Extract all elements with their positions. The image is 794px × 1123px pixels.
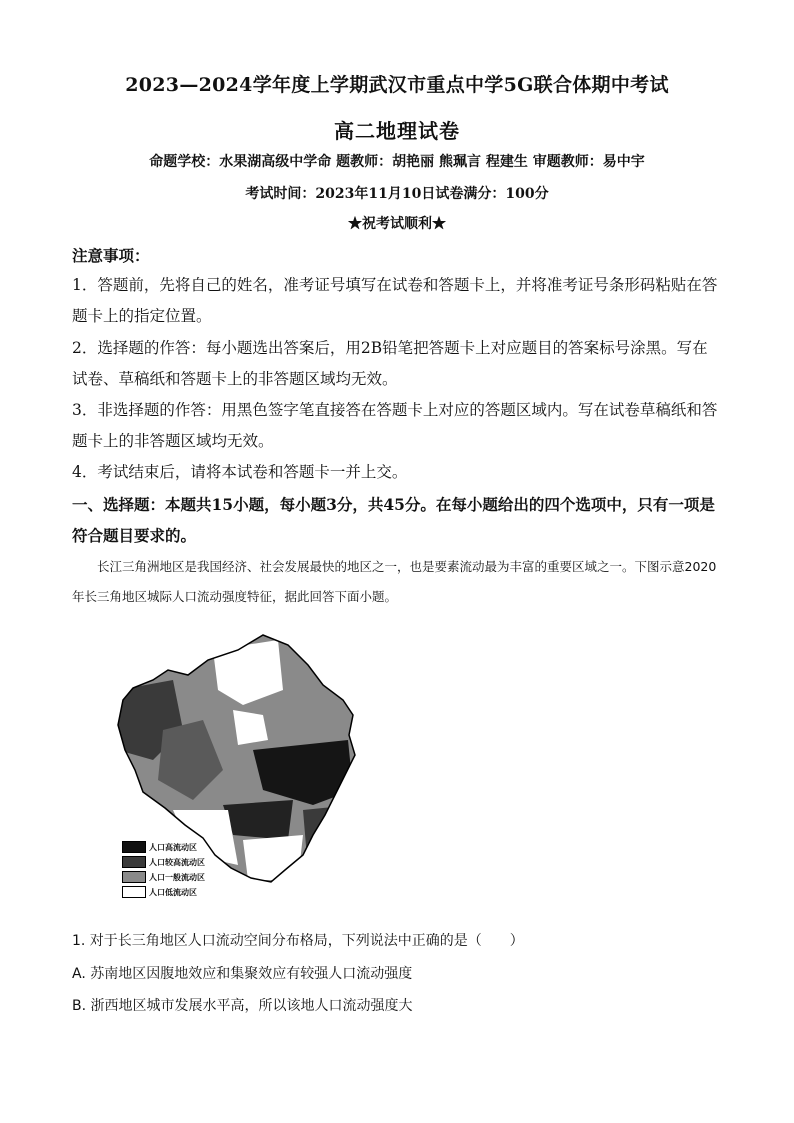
notice-item-4: 4．考试结束后，请将本试卷和答题卡一并上交。 [72,463,408,481]
map-legend [122,840,205,900]
legend-item-general [122,870,205,884]
question-1: 1. 对于长三角地区人口流动空间分布格局，下列说法中正确的是（ ） [72,933,524,949]
question-stem-paragraph: 长江三角洲地区是我国经济、社会发展最快的地区之一，也是要素流动最为丰富的重要区域之一。下图示意2020年长三角地区城际人口流动强度特征，据此回答下面小题。 [72,559,717,604]
exam-title: 2023—2024学年度上学期武汉市重点中学5G联合体期中考试 [125,74,669,96]
higher-flow-area [303,805,353,870]
low-flow-area [233,710,268,745]
legend-label: 人口高流动区 [149,842,197,852]
legend-item-high [122,840,205,854]
section-heading: 一、选择题：本题共15小题，每小题3分，共45分。在每小题给出的四个选项中，只有一项是符合题目要求的。 [72,495,715,545]
legend-item-low [122,885,205,899]
legend-swatch [122,856,146,868]
legend-label: 人口较高流动区 [149,857,205,867]
notice-heading: 注意事项： [72,246,150,265]
legend-label: 人口一般流动区 [149,872,205,882]
option-a: A. 苏南地区因腹地效应和集聚效应有较强人口流动强度 [72,966,413,982]
good-luck-line: ★祝考试顺利★ [348,216,446,232]
legend-swatch [122,841,146,853]
option-b: B. 浙西地区城市发展水平高，所以该地人口流动强度大 [72,998,413,1014]
notice-item-2: 2．选择题的作答：每小题选出答案后，用2B铅笔把答题卡上对应题目的答案标号涂黑。写在试卷、草稿纸和答题卡上的非答题区域均无效。 [72,339,708,388]
authors-line: 命题学校：水果湖高级中学命 题教师：胡艳丽 熊珮言 程建生 审题教师：易中宇 [149,154,645,170]
notice-item-3: 3．非选择题的作答：用黑色签字笔直接答在答题卡上对应的答题区域内。写在试卷草稿纸和答题卡上的非答题区域均无效。 [72,401,718,450]
low-flow-area [243,835,303,880]
exam-info-line: 考试时间：2023年11月10日试卷满分：100分 [245,186,549,202]
exam-subtitle: 高二地理试卷 [334,119,460,143]
legend-swatch [122,886,146,898]
legend-swatch [122,871,146,883]
high-flow-area [223,800,293,840]
legend-item-higher [122,855,205,869]
notice-item-1: 1．答题前，先将自己的姓名，准考证号填写在试卷和答题卡上，并将准考证号条形码粘贴在答题卡上的指定位置。 [72,276,718,325]
legend-label: 人口低流动区 [149,887,197,897]
